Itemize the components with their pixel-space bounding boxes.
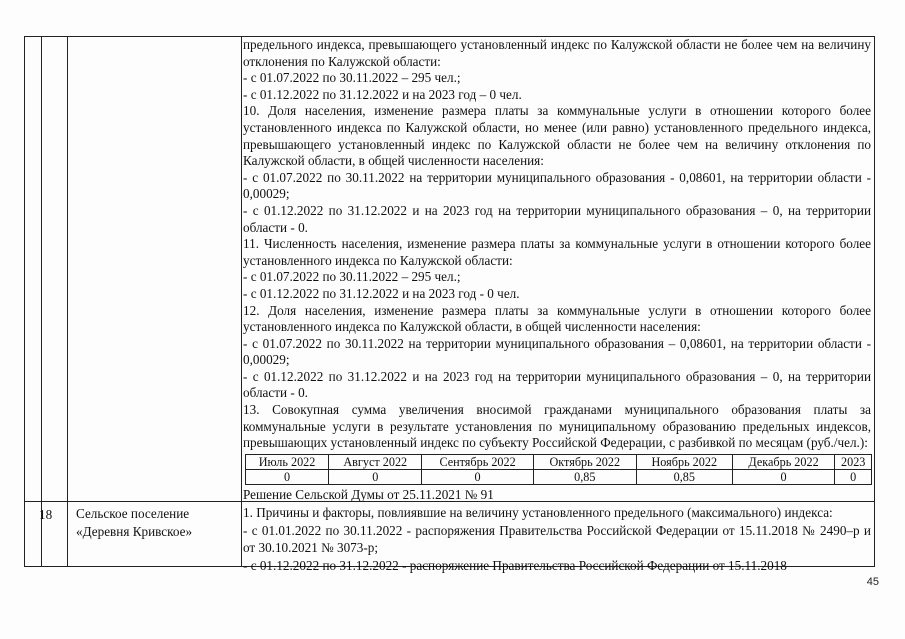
- page-number: 45: [866, 576, 879, 588]
- table-cell: 0: [329, 469, 422, 484]
- paragraph: - с 01.01.2022 по 30.11.2022 - распоряжения Правительства Российской Федерации от 15.11.2018 № 2490–р и от 30.10.2021 № 3073-р;: [243, 522, 871, 556]
- row-number: 18: [39, 507, 53, 522]
- paragraph: - с 01.12.2022 по 31.12.2022 и на 2023 год на территории муниципального образования – 0, на территории области - 0.: [243, 368, 871, 401]
- table-header-cell: 2023: [835, 454, 872, 469]
- table-row: [246, 469, 872, 484]
- settlement-name-line: «Деревня Кривское»: [76, 524, 193, 539]
- table-header-cell: Октябрь 2022: [533, 454, 636, 469]
- paragraph: - с 01.07.2022 по 30.11.2022 на территории муниципального образования - 0,08601, на территории области - 0,00029;: [243, 169, 871, 202]
- row-17-content: [243, 37, 871, 503]
- table-cell: 0: [246, 469, 329, 484]
- column-divider-3: [241, 37, 242, 566]
- paragraph: - с 01.07.2022 по 30.11.2022 – 295 чел.;: [243, 70, 461, 86]
- paragraph: - с 01.07.2022 по 30.11.2022 – 295 чел.;: [243, 269, 461, 285]
- paragraph: - с 01.12.2022 по 31.12.2022 - распоряжение Правительства Российской Федерации от 15.11.2018: [243, 557, 787, 573]
- table-cell: 0: [732, 469, 835, 484]
- paragraph: 12. Доля населения, изменение размера платы за коммунальные услуги в отношении которого более установленного индекса по Калужской области, в общей численности населения:: [243, 302, 871, 335]
- table-cell: 0,85: [636, 469, 732, 484]
- settlement-name: [76, 505, 192, 541]
- table-header-cell: Декабрь 2022: [732, 454, 835, 469]
- column-divider-1: [41, 37, 42, 566]
- row-18-content: [243, 504, 871, 574]
- paragraph: - с 01.12.2022 по 31.12.2022 и на 2023 год на территории муниципального образования – 0, на территории области - 0.: [243, 202, 871, 235]
- table-header-cell: Август 2022: [329, 454, 422, 469]
- paragraph: 13. Совокупная сумма увеличения вносимой гражданами муниципального образования платы за коммунальные услуги в результате установления по муниципальному образованию предельных индексов, превышающих установленный индекс по субъекту Российской Федерации, с разбивкой по месяцам (руб./чел.):: [243, 402, 871, 451]
- table-cell: 0: [422, 469, 533, 484]
- paragraph: - с 01.12.2022 по 31.12.2022 и на 2023 год - 0 чел.: [243, 285, 520, 301]
- paragraph: 11. Численность населения, изменение размера платы за коммунальные услуги в отношении которого более установленного индекса по Калужской области:: [243, 236, 871, 268]
- column-divider-2: [67, 37, 68, 566]
- paragraph: - с 01.12.2022 по 31.12.2022 и на 2023 год – 0 чел.: [243, 86, 522, 102]
- table-header-cell: Ноябрь 2022: [636, 454, 732, 469]
- paragraph: 1. Причины и факторы, повлиявшие на величину установленного предельного (максимального) индекса:: [243, 505, 833, 520]
- paragraph: - с 01.07.2022 по 30.11.2022 на территории муниципального образования – 0,08601, на территории области - 0,00029;: [243, 335, 871, 368]
- decision-reference: Решение Сельской Думы от 25.11.2021 № 91: [243, 486, 494, 502]
- table-cell: 0,85: [533, 469, 636, 484]
- table-header-cell: Сентябрь 2022: [422, 454, 533, 469]
- table-header-cell: Июль 2022: [246, 454, 329, 469]
- table-cell: 0: [835, 469, 872, 484]
- paragraph: предельного индекса, превышающего установленный индекс по Калужской области не более чем на величину отклонения по Калужской области:: [243, 37, 871, 69]
- table-header-row: [246, 454, 872, 469]
- monthly-amounts-table: [245, 454, 872, 485]
- paragraph: 10. Доля населения, изменение размера платы за коммунальные услуги в отношении которого более установленного индекса по Калужской области, но менее (или равно) установленного предельного индекса, превышающего установленный индекс по Калужской области не более чем на величину отклонения по Калужской области, в общей численности населения:: [243, 103, 871, 169]
- settlement-name-line: Сельское поселение: [76, 506, 190, 521]
